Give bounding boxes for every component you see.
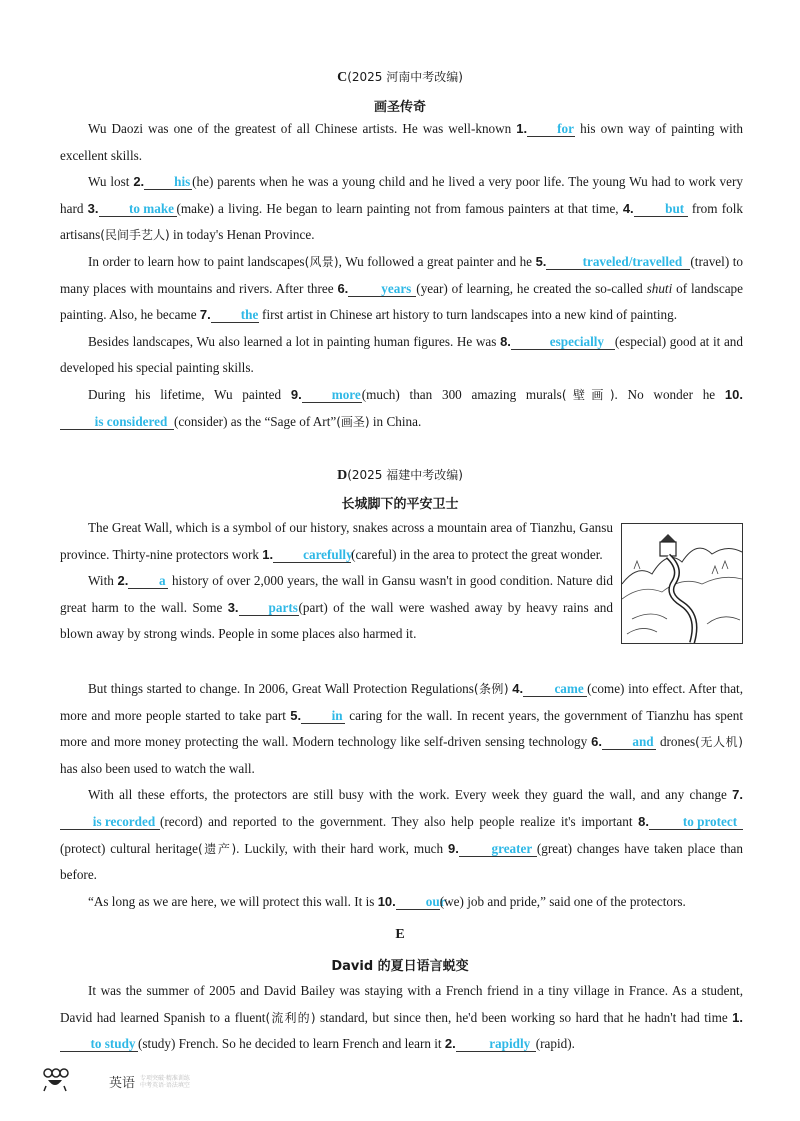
answer-blank[interactable]: to make (99, 201, 177, 217)
answer-blank[interactable]: a (128, 573, 168, 589)
section-e-body (60, 978, 743, 1058)
paragraph: During his lifetime, Wu painted 9. more(much) than 300 amazing murals(壁画). No wonder he 10.is considered (consider) as the “Sage of Art”(画圣) in China. (60, 382, 743, 435)
paragraph: In order to learn how to paint landscapes(风景), Wu followed a great painter and he 5. traveled/travelled (travel) to many places with mountains and rivers. After three 6. years (year) of learning, he created the so-called shuti of landscape painting. Also, he became 7. the first artist in Chinese art history to turn landscapes into a new kind of painting. (60, 253, 743, 323)
paragraph: The Great Wall, which is a symbol of our history, snakes across a mountain area of Tianzhu, Gansu province. Thirty-nine protectors work 1. carefully(careful) in the area to protect the great wonder. (60, 520, 613, 562)
paragraph: But things started to change. In 2006, Great Wall Protection Regulations(条例) 4. came (come) into effect. After that, more and more people started to take part 5. in caring for the wall. In recent years, the government of Tianzhu has spent more and more money protecting the wall. Modern technology like self-driven sensing technology 6. and drones(无人机) has also been used to watch the wall. (60, 681, 744, 776)
mascot-logo-icon (40, 1066, 70, 1092)
section-d-body-bottom (60, 676, 743, 915)
answer-blank[interactable]: parts (239, 600, 299, 616)
section-letter: C (337, 70, 348, 85)
paragraph: It was the summer of 2005 and David Bailey was staying with a French friend in a tiny village in France. As a student, David had learned Spanish to a fluent(流利的) standard, but since then, he'd been working so hard that he hadn't had time 1.to study (study) French. So he decided to learn French and learn it 2. rapidly (rapid). (60, 983, 743, 1052)
answer-blank[interactable]: came (523, 681, 587, 697)
answer-blank[interactable]: especially (511, 334, 615, 350)
paragraph: Besides landscapes, Wu also learned a lot in painting human figures. He was 8. especially (especial) good at it and developed his special painting skills. (60, 333, 743, 376)
answer-blank[interactable]: but (634, 201, 688, 217)
section-letter: E (395, 927, 405, 942)
section-c-body (60, 116, 743, 435)
answer-blank[interactable]: carefully (273, 547, 351, 563)
paragraph: “As long as we are here, we will protect this wall. It is 10. our(we) job and pride,” said one of the protectors. (88, 893, 686, 909)
answer-blank[interactable]: rapidly (456, 1036, 536, 1052)
answer-blank[interactable]: to protect (649, 814, 743, 830)
paragraph: With all these efforts, the protectors are still busy with the work. Every week they guard the wall, and any change 7.is recorded (record) and reported to the government. They also help people realize it's important 8. to protect(protect) cultural heritage(遗产). Luckily, with their hard work, much 9. greater (great) changes have taken place than before. (60, 787, 744, 883)
answer-blank[interactable]: in (301, 708, 345, 724)
section-source: (2025 福建中考改编) (347, 468, 463, 482)
section-source: (2025 河南中考改编) (347, 70, 463, 84)
section-d-body-top (60, 515, 613, 648)
paragraph: Wu lost 2. his (he) parents when he was a young child and he lived a very poor life. The young Wu had to work very hard 3. to make (make) a living. He began to learn painting not from famous painters at that time, 4. but from folk artisans(民间手艺人) in today's Henan Province. (60, 174, 743, 243)
footer-note: 专项突破·精准训练 中考英语·语法填空 (140, 1075, 190, 1089)
answer-blank[interactable]: the (211, 307, 259, 323)
section-e-title: David 的夏日语言蜕变 (331, 959, 469, 974)
section-d-title: 长城脚下的平安卫士 (341, 497, 459, 512)
paragraph: With 2. a history of over 2,000 years, the wall in Gansu wasn't in good condition. Nature did great harm to the wall. Some 3. parts(part) of the wall were washed away by heavy rains and blown away by strong winds. People in some places also harmed it. (60, 573, 614, 642)
answer-blank[interactable]: greater (459, 841, 537, 857)
answer-blank[interactable]: and (602, 734, 656, 750)
section-e-header (0, 927, 800, 943)
section-c-header (0, 68, 800, 86)
answer-blank[interactable]: years (348, 281, 416, 297)
section-c-title: 画圣传奇 (373, 100, 426, 115)
answer-blank[interactable]: our (396, 894, 440, 910)
answer-blank[interactable]: more (302, 387, 362, 403)
section-d-header (0, 466, 800, 484)
answer-blank[interactable]: is recorded (60, 814, 160, 830)
great-wall-illustration (621, 523, 743, 644)
answer-blank[interactable]: for (527, 121, 575, 137)
paragraph: Wu Daozi was one of the greatest of all Chinese artists. He was well-known 1. for his own way of painting with excellent skills. (60, 121, 743, 163)
subject-label: 英语 (109, 1076, 136, 1091)
section-letter: D (337, 468, 348, 483)
answer-blank[interactable]: his (144, 174, 192, 190)
answer-blank[interactable]: to study (60, 1036, 138, 1052)
answer-blank[interactable]: traveled/travelled (546, 254, 690, 270)
answer-blank[interactable]: is considered (60, 414, 174, 430)
